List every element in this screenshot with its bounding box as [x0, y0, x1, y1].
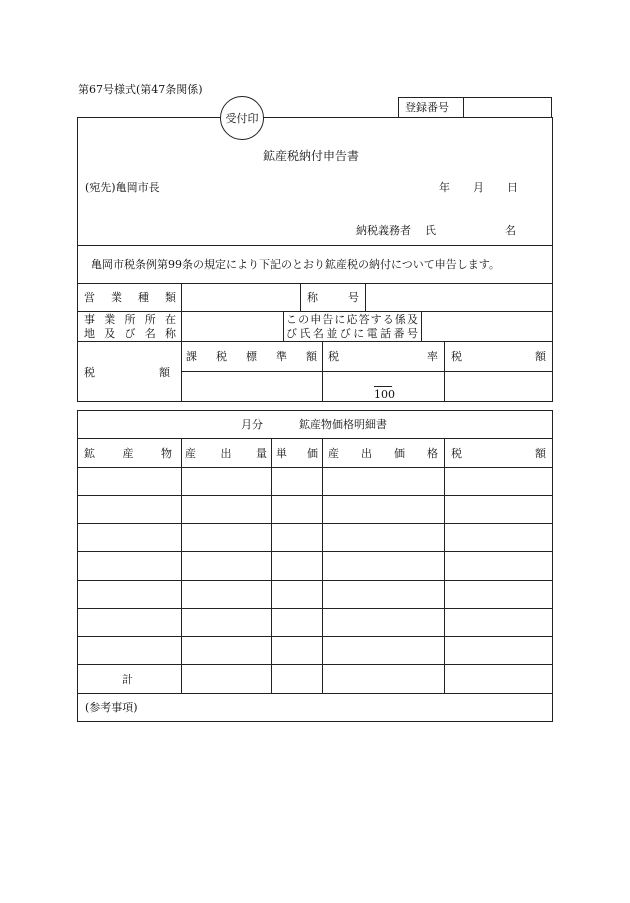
reception-stamp-label: 受付印: [225, 112, 259, 125]
business-type-label: 営 業 種 類: [84, 291, 176, 304]
notes-label: (参考事項): [85, 701, 138, 714]
office-label-line2: 地 及 び 名 称: [84, 327, 176, 340]
tax-base-label: 課 税 標 準 額: [186, 350, 317, 363]
declaration-text: 亀岡市税条例第99条の規定により下記のとおり鉱産税の納付について申告します。: [91, 258, 500, 271]
col-header-output: 産 出 量: [185, 447, 267, 460]
tax-label: 税 額: [451, 350, 546, 363]
form-title: 鉱産税納付申告書: [263, 149, 360, 163]
office-label-line1: 事 業 所 所 在: [84, 313, 176, 326]
reception-stamp: [220, 96, 264, 140]
col-header-output-value: 産 出 価 格: [328, 447, 438, 460]
rate-denominator: 100: [374, 388, 395, 401]
col-header-tax: 税 額: [451, 447, 546, 460]
date-day: 日: [507, 181, 518, 194]
registration-label: 登録番号: [405, 101, 449, 114]
designation-label: 称 号: [307, 291, 359, 304]
total-label: 計: [122, 673, 133, 686]
date-year: 年: [439, 181, 450, 194]
date-month: 月: [473, 181, 484, 194]
taxpayer-name-first: 氏: [425, 224, 436, 237]
taxpayer-label: 納税義務者: [356, 224, 411, 237]
tax-rate-label: 税 率: [328, 350, 438, 363]
addressee: (宛先)亀岡市長: [85, 181, 160, 194]
contact-label-line1: こ の 申 告 に 応 答 す る 係 及: [286, 313, 418, 326]
detail-month: 月分: [241, 418, 263, 431]
tax-amount-label: 税 額: [84, 366, 170, 379]
col-header-unit-price: 単 価: [276, 447, 318, 460]
taxpayer-name-last: 名: [505, 224, 516, 237]
form-number: 第67号様式(第47条関係): [78, 83, 203, 96]
detail-title: 鉱産物価格明細書: [299, 418, 387, 431]
contact-label-line2: び 氏 名 並 び に 電 話 番 号: [286, 327, 418, 340]
col-header-mineral: 鉱 産 物: [84, 447, 172, 460]
